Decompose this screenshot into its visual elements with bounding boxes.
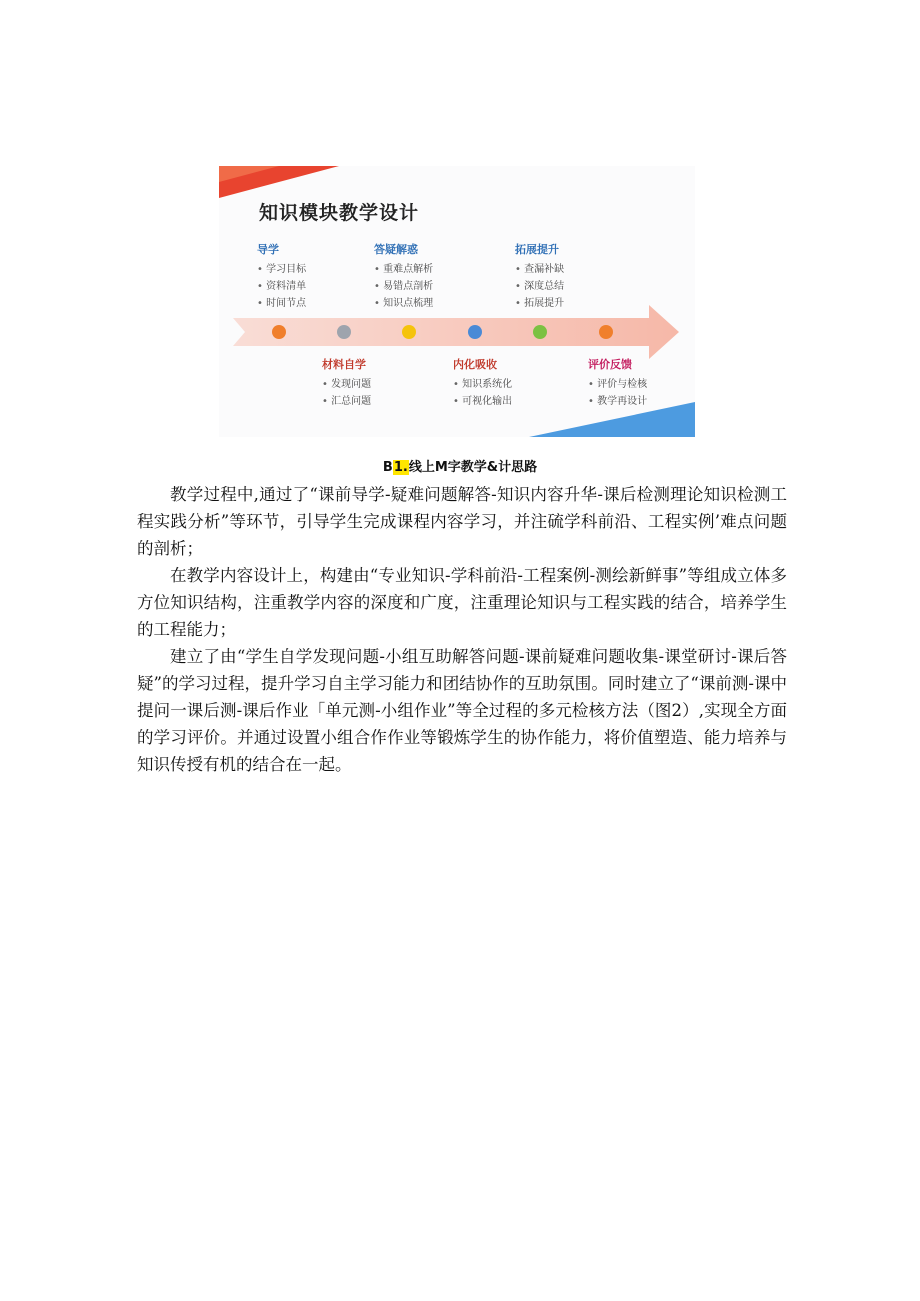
stage-item: • 知识系统化 bbox=[453, 376, 512, 393]
stage-self-study bbox=[322, 356, 371, 410]
paragraph: 在教学内容设计上，构建由“专业知识-学科前沿-工程案例-测绘新鲜事”等组成立体多方位知识结构，注重教学内容的深度和广度，注重理论知识与工程实践的结合，培养学生的工程能力； bbox=[137, 566, 787, 639]
timeline-dot bbox=[402, 325, 416, 339]
stage-title: 答疑解惑 bbox=[374, 243, 418, 256]
caption-prefix: B bbox=[382, 460, 393, 475]
stage-qa bbox=[374, 241, 433, 312]
paragraph: 教学过程中,通过了“课前导学-疑难问题解答-知识内容升华-课后检测理论知识检测工程实践分析”等环节，引导学生完成课程内容学习，并注硫学科前沿、工程实例’难点问题的剖析； bbox=[137, 485, 787, 558]
stage-item: • 可视化输出 bbox=[453, 393, 512, 410]
caption-highlight: 1. bbox=[393, 460, 408, 475]
timeline-dot bbox=[599, 325, 613, 339]
stage-title: 内化吸收 bbox=[453, 358, 497, 371]
stage-item: • 查漏补缺 bbox=[515, 261, 564, 278]
stage-title: 材料自学 bbox=[322, 358, 366, 371]
stage-item: • 深度总结 bbox=[515, 278, 564, 295]
stage-internalize bbox=[453, 356, 512, 410]
stage-extend bbox=[515, 241, 564, 312]
stage-item: • 汇总问题 bbox=[322, 393, 371, 410]
timeline-dot bbox=[533, 325, 547, 339]
teaching-design-figure bbox=[219, 166, 695, 437]
stage-item: • 发现问题 bbox=[322, 376, 371, 393]
caption-text: 线上M字教学&计思路 bbox=[408, 460, 538, 475]
stage-item: • 评价与检核 bbox=[588, 376, 647, 393]
stage-title: 评价反馈 bbox=[588, 358, 632, 371]
stage-item: • 时间节点 bbox=[257, 295, 306, 312]
stage-title: 导学 bbox=[257, 243, 279, 256]
stage-item: • 学习目标 bbox=[257, 261, 306, 278]
paragraph: 建立了由“学生自学发现问题-小组互助解答问题-课前疑难问题收集-课堂研讨-课后答疑”的学习过程，提升学习自主学习能力和团结协作的互助氛围。同时建立了“课前测-课中提问一课后测-课后作业「单元测-小组作业”等全过程的多元检核方法（图2）,实现全方面的学习评价。并通过设置小组合作作业等锻炼学生的协作能力，将价值塑造、能力培养与知识传授有机的结合在一起。 bbox=[137, 647, 787, 774]
timeline-dot bbox=[272, 325, 286, 339]
stage-item: • 重难点解析 bbox=[374, 261, 433, 278]
stage-guide bbox=[257, 241, 306, 312]
stage-item: • 知识点梳理 bbox=[374, 295, 433, 312]
figure-title: 知识模块教学设计 bbox=[259, 202, 420, 224]
stage-item: • 易错点剖析 bbox=[374, 278, 433, 295]
stage-feedback bbox=[588, 356, 647, 410]
timeline-dot bbox=[337, 325, 351, 339]
stage-item: • 教学再设计 bbox=[588, 393, 647, 410]
figure-caption bbox=[0, 456, 920, 475]
stage-title: 拓展提升 bbox=[515, 243, 559, 256]
stage-item: • 拓展提升 bbox=[515, 295, 564, 312]
timeline-dot bbox=[468, 325, 482, 339]
stage-item: • 资料清单 bbox=[257, 278, 306, 295]
body-text bbox=[137, 481, 787, 778]
